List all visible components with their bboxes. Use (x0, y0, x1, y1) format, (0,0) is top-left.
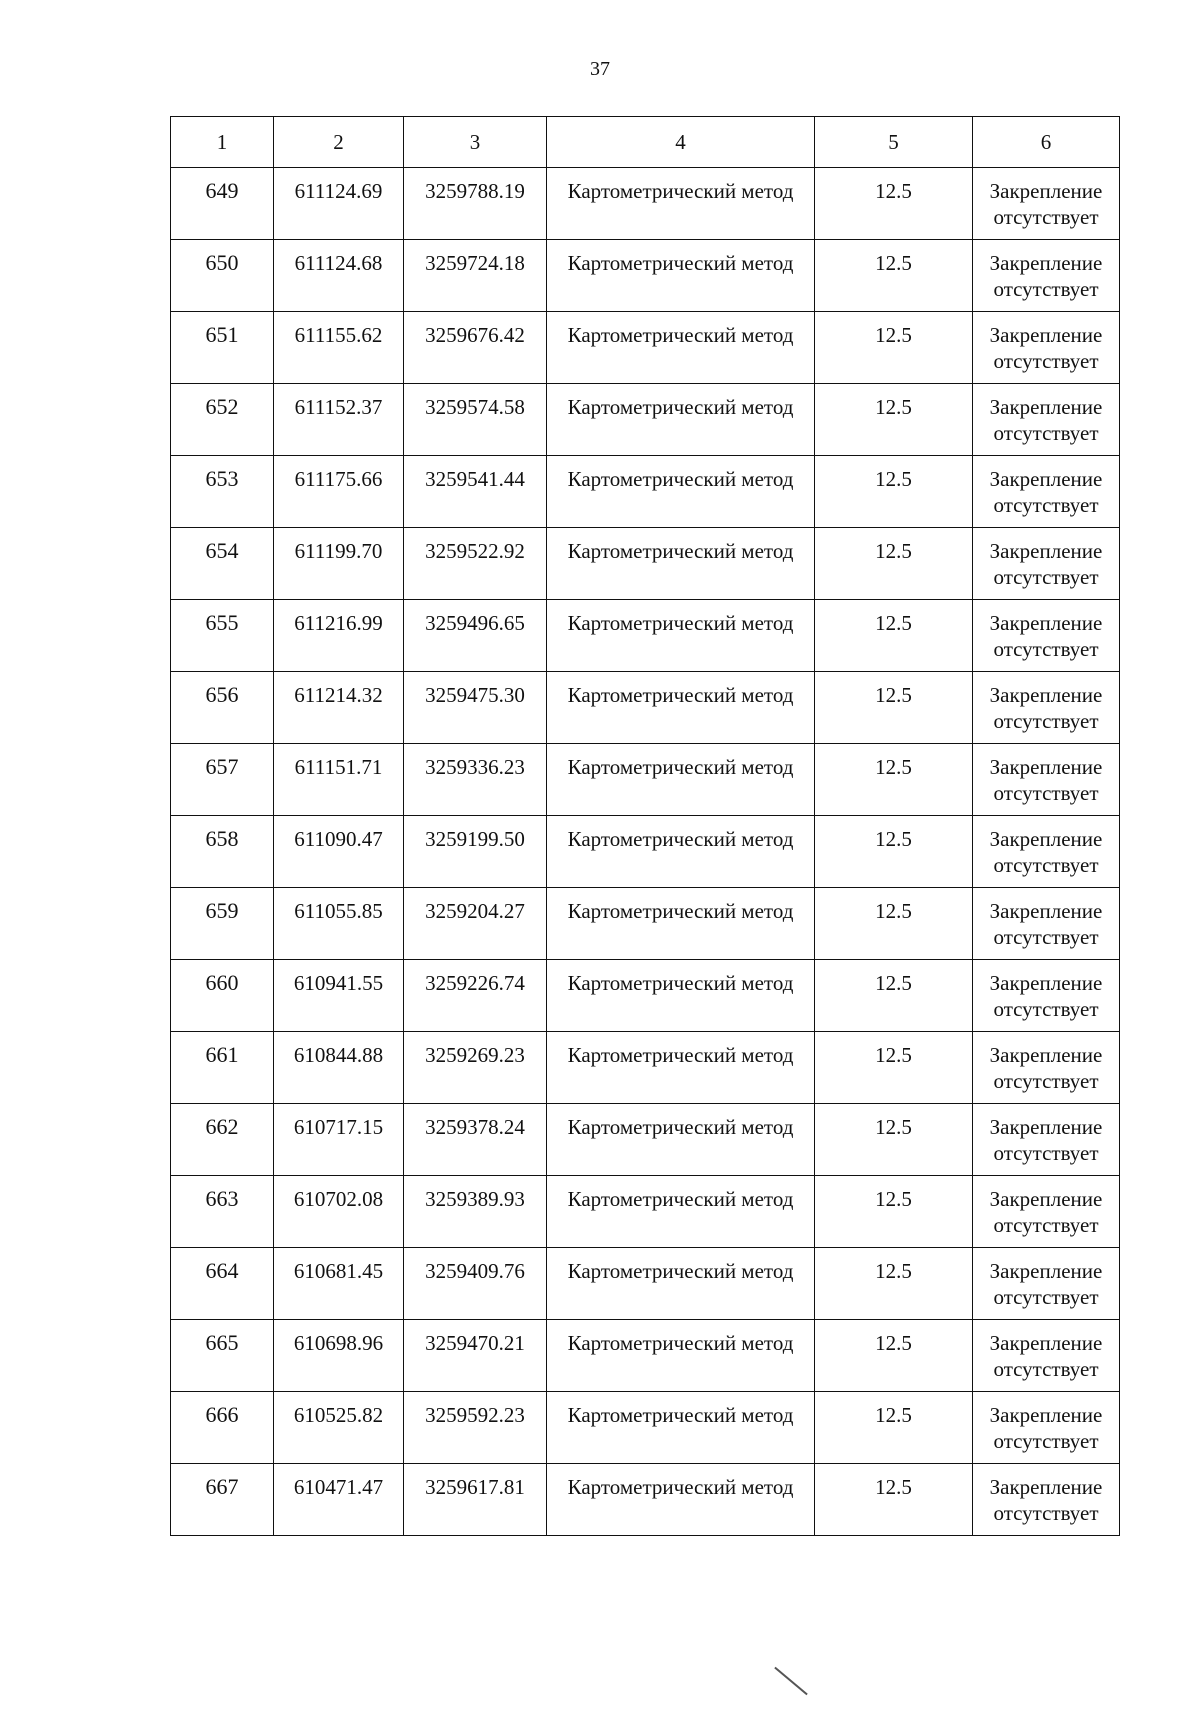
accuracy-cell: 12.5 (815, 384, 973, 456)
accuracy-cell: 12.5 (815, 672, 973, 744)
y-coordinate-cell: 3259574.58 (404, 384, 547, 456)
column-header-5: 5 (815, 117, 973, 168)
x-coordinate-cell: 610717.15 (274, 1104, 404, 1176)
accuracy-cell: 12.5 (815, 1032, 973, 1104)
point-number-cell: 651 (171, 312, 274, 384)
accuracy-cell: 12.5 (815, 744, 973, 816)
table-row (171, 1464, 1120, 1536)
marking-cell: Закрепление отсутствует (973, 1392, 1120, 1464)
y-coordinate-cell: 3259199.50 (404, 816, 547, 888)
accuracy-cell: 12.5 (815, 240, 973, 312)
point-number-cell: 658 (171, 816, 274, 888)
method-cell: Картометрический метод (547, 1392, 815, 1464)
marking-cell: Закрепление отсутствует (973, 456, 1120, 528)
table-header (171, 117, 1120, 168)
y-coordinate-cell: 3259389.93 (404, 1176, 547, 1248)
accuracy-cell: 12.5 (815, 168, 973, 240)
method-cell: Картометрический метод (547, 1104, 815, 1176)
method-cell: Картометрический метод (547, 528, 815, 600)
method-cell: Картометрический метод (547, 1464, 815, 1536)
y-coordinate-cell: 3259541.44 (404, 456, 547, 528)
accuracy-cell: 12.5 (815, 312, 973, 384)
x-coordinate-cell: 610471.47 (274, 1464, 404, 1536)
accuracy-cell: 12.5 (815, 456, 973, 528)
x-coordinate-cell: 610698.96 (274, 1320, 404, 1392)
y-coordinate-cell: 3259378.24 (404, 1104, 547, 1176)
method-cell: Картометрический метод (547, 744, 815, 816)
x-coordinate-cell: 611216.99 (274, 600, 404, 672)
point-number-cell: 650 (171, 240, 274, 312)
point-number-cell: 661 (171, 1032, 274, 1104)
column-header-3: 3 (404, 117, 547, 168)
accuracy-cell: 12.5 (815, 1248, 973, 1320)
y-coordinate-cell: 3259475.30 (404, 672, 547, 744)
table-row (171, 456, 1120, 528)
method-cell: Картометрический метод (547, 312, 815, 384)
table-row (171, 744, 1120, 816)
column-header-4: 4 (547, 117, 815, 168)
point-number-cell: 652 (171, 384, 274, 456)
table-row (171, 1032, 1120, 1104)
y-coordinate-cell: 3259724.18 (404, 240, 547, 312)
x-coordinate-cell: 611124.68 (274, 240, 404, 312)
table-row (171, 384, 1120, 456)
y-coordinate-cell: 3259676.42 (404, 312, 547, 384)
marking-cell: Закрепление отсутствует (973, 672, 1120, 744)
point-number-cell: 657 (171, 744, 274, 816)
table-body (171, 168, 1120, 1536)
y-coordinate-cell: 3259336.23 (404, 744, 547, 816)
marking-cell: Закрепление отсутствует (973, 960, 1120, 1032)
x-coordinate-cell: 611055.85 (274, 888, 404, 960)
marking-cell: Закрепление отсутствует (973, 1248, 1120, 1320)
point-number-cell: 667 (171, 1464, 274, 1536)
x-coordinate-cell: 611090.47 (274, 816, 404, 888)
marking-cell: Закрепление отсутствует (973, 168, 1120, 240)
method-cell: Картометрический метод (547, 168, 815, 240)
method-cell: Картометрический метод (547, 240, 815, 312)
column-header-6: 6 (973, 117, 1120, 168)
x-coordinate-cell: 611175.66 (274, 456, 404, 528)
x-coordinate-cell: 611151.71 (274, 744, 404, 816)
method-cell: Картометрический метод (547, 600, 815, 672)
y-coordinate-cell: 3259204.27 (404, 888, 547, 960)
marking-cell: Закрепление отсутствует (973, 816, 1120, 888)
marking-cell: Закрепление отсутствует (973, 1176, 1120, 1248)
table-row (171, 1248, 1120, 1320)
y-coordinate-cell: 3259409.76 (404, 1248, 547, 1320)
marking-cell: Закрепление отсутствует (973, 528, 1120, 600)
method-cell: Картометрический метод (547, 672, 815, 744)
accuracy-cell: 12.5 (815, 816, 973, 888)
method-cell: Картометрический метод (547, 816, 815, 888)
accuracy-cell: 12.5 (815, 1464, 973, 1536)
table-row (171, 672, 1120, 744)
marking-cell: Закрепление отсутствует (973, 312, 1120, 384)
table-row (171, 960, 1120, 1032)
accuracy-cell: 12.5 (815, 1320, 973, 1392)
table-row (171, 1176, 1120, 1248)
accuracy-cell: 12.5 (815, 600, 973, 672)
y-coordinate-cell: 3259269.23 (404, 1032, 547, 1104)
marking-cell: Закрепление отсутствует (973, 1032, 1120, 1104)
point-number-cell: 649 (171, 168, 274, 240)
point-number-cell: 666 (171, 1392, 274, 1464)
x-coordinate-cell: 610844.88 (274, 1032, 404, 1104)
point-number-cell: 656 (171, 672, 274, 744)
point-number-cell: 665 (171, 1320, 274, 1392)
accuracy-cell: 12.5 (815, 1176, 973, 1248)
table-row (171, 1320, 1120, 1392)
y-coordinate-cell: 3259592.23 (404, 1392, 547, 1464)
method-cell: Картометрический метод (547, 1176, 815, 1248)
table-row (171, 312, 1120, 384)
table-row (171, 1392, 1120, 1464)
method-cell: Картометрический метод (547, 384, 815, 456)
accuracy-cell: 12.5 (815, 1104, 973, 1176)
marking-cell: Закрепление отсутствует (973, 384, 1120, 456)
x-coordinate-cell: 611152.37 (274, 384, 404, 456)
table-row (171, 240, 1120, 312)
x-coordinate-cell: 611124.69 (274, 168, 404, 240)
x-coordinate-cell: 611199.70 (274, 528, 404, 600)
y-coordinate-cell: 3259226.74 (404, 960, 547, 1032)
marking-cell: Закрепление отсутствует (973, 240, 1120, 312)
marking-cell: Закрепление отсутствует (973, 1104, 1120, 1176)
page-number: 37 (590, 58, 610, 80)
marking-cell: Закрепление отсутствует (973, 600, 1120, 672)
point-number-cell: 654 (171, 528, 274, 600)
point-number-cell: 660 (171, 960, 274, 1032)
method-cell: Картометрический метод (547, 1248, 815, 1320)
header-row (171, 117, 1120, 168)
x-coordinate-cell: 610941.55 (274, 960, 404, 1032)
table-row (171, 816, 1120, 888)
point-number-cell: 664 (171, 1248, 274, 1320)
marking-cell: Закрепление отсутствует (973, 1464, 1120, 1536)
method-cell: Картометрический метод (547, 888, 815, 960)
table-row (171, 1104, 1120, 1176)
marking-cell: Закрепление отсутствует (973, 888, 1120, 960)
point-number-cell: 659 (171, 888, 274, 960)
y-coordinate-cell: 3259496.65 (404, 600, 547, 672)
y-coordinate-cell: 3259617.81 (404, 1464, 547, 1536)
accuracy-cell: 12.5 (815, 1392, 973, 1464)
coordinates-table (170, 116, 1120, 1536)
method-cell: Картометрический метод (547, 1032, 815, 1104)
y-coordinate-cell: 3259788.19 (404, 168, 547, 240)
point-number-cell: 655 (171, 600, 274, 672)
pen-stroke-mark (774, 1667, 807, 1696)
point-number-cell: 662 (171, 1104, 274, 1176)
y-coordinate-cell: 3259522.92 (404, 528, 547, 600)
table-row (171, 168, 1120, 240)
marking-cell: Закрепление отсутствует (973, 744, 1120, 816)
marking-cell: Закрепление отсутствует (973, 1320, 1120, 1392)
x-coordinate-cell: 611214.32 (274, 672, 404, 744)
method-cell: Картометрический метод (547, 456, 815, 528)
table-row (171, 600, 1120, 672)
point-number-cell: 663 (171, 1176, 274, 1248)
x-coordinate-cell: 610525.82 (274, 1392, 404, 1464)
column-header-1: 1 (171, 117, 274, 168)
accuracy-cell: 12.5 (815, 528, 973, 600)
accuracy-cell: 12.5 (815, 888, 973, 960)
column-header-2: 2 (274, 117, 404, 168)
point-number-cell: 653 (171, 456, 274, 528)
method-cell: Картометрический метод (547, 1320, 815, 1392)
accuracy-cell: 12.5 (815, 960, 973, 1032)
table-row (171, 528, 1120, 600)
method-cell: Картометрический метод (547, 960, 815, 1032)
table-row (171, 888, 1120, 960)
x-coordinate-cell: 611155.62 (274, 312, 404, 384)
y-coordinate-cell: 3259470.21 (404, 1320, 547, 1392)
x-coordinate-cell: 610681.45 (274, 1248, 404, 1320)
x-coordinate-cell: 610702.08 (274, 1176, 404, 1248)
